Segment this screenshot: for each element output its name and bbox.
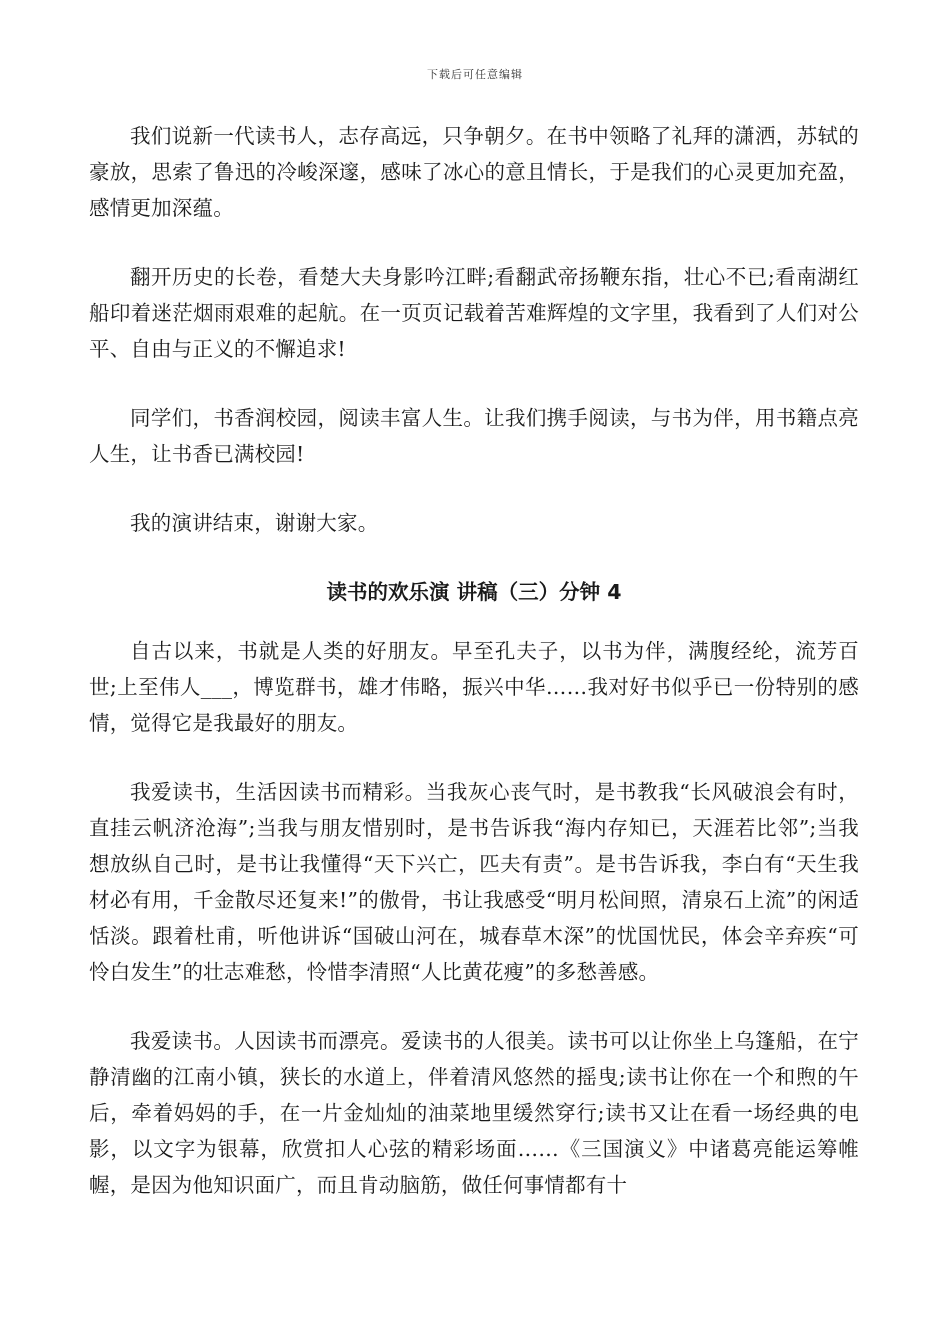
- paragraph: 我们说新一代读书人，志存高远，只争朝夕。在书中领略了礼拜的潇洒，苏轼的豪放，思索了鲁迅的冷峻深邃，感味了冰心的意且情长，于是我们的心灵更加充盈，感情更加深蕴。: [89, 124, 859, 220]
- paragraph: 我爱读书。人因读书而漂亮。爱读书的人很美。读书可以让你坐上乌篷船，在宁静清幽的江南小镇，狭长的水道上，伴着清风悠然的摇曳;读书让你在一个和煦的午后，牵着妈妈的手，在一片金灿灿的油菜地里缓然穿行;读书又让在看一场经典的电影，以文字为银幕，欣赏扣人心弦的精彩场面……《三国演义》中诸葛亮能运筹帷幄，是因为他知识面广，而且肯动脑筋，做任何事情都有十: [89, 1029, 859, 1197]
- paragraph: 同学们，书香润校园，阅读丰富人生。让我们携手阅读，与书为伴，用书籍点亮人生，让书香已满校园!: [89, 406, 859, 466]
- paragraph: 我的演讲结束，谢谢大家。: [130, 511, 379, 535]
- paragraph: 翻开历史的长卷，看楚大夫身影吟江畔;看翻武帝扬鞭东指，壮心不已;看南湖红船印着迷茫烟雨艰难的起航。在一页页记载着苦难辉煌的文字里，我看到了人们对公平、自由与正义的不懈追求!: [89, 265, 859, 361]
- document-body: [89, 118, 859, 1236]
- header-note: 下载后可任意编辑: [427, 68, 523, 81]
- paragraph: 我爱读书，生活因读书而精彩。当我灰心丧气时，是书教我“长风破浪会有时，直挂云帆济沧海”;当我与朋友惜别时，是书告诉我“海内存知已，天涯若比邻”;当我想放纵自己时，是书让我懂得“天下兴亡，匹夫有责”。是书告诉我，李白有“天生我材必有用，千金散尽还复来!”的傲骨，书让我感受“明月松间照，清泉石上流”的闲适恬淡。跟着杜甫，听他讲诉“国破山河在，城春草木深”的忧国忧民，体会辛弃疾“可怜白发生”的壮志难愁，怜惜李清照“人比黄花瘦”的多愁善感。: [89, 780, 859, 984]
- section-title: 读书的欢乐演 讲稿（三）分钟 4: [326, 580, 622, 604]
- paragraph: 自古以来，书就是人类的好朋友。早至孔夫子，以书为伴，满腹经纶，流芳百世;上至伟人___，博览群书，雄才伟略，振兴中华……我对好书似乎已一份特别的感情，觉得它是我最好的朋友。: [89, 639, 859, 735]
